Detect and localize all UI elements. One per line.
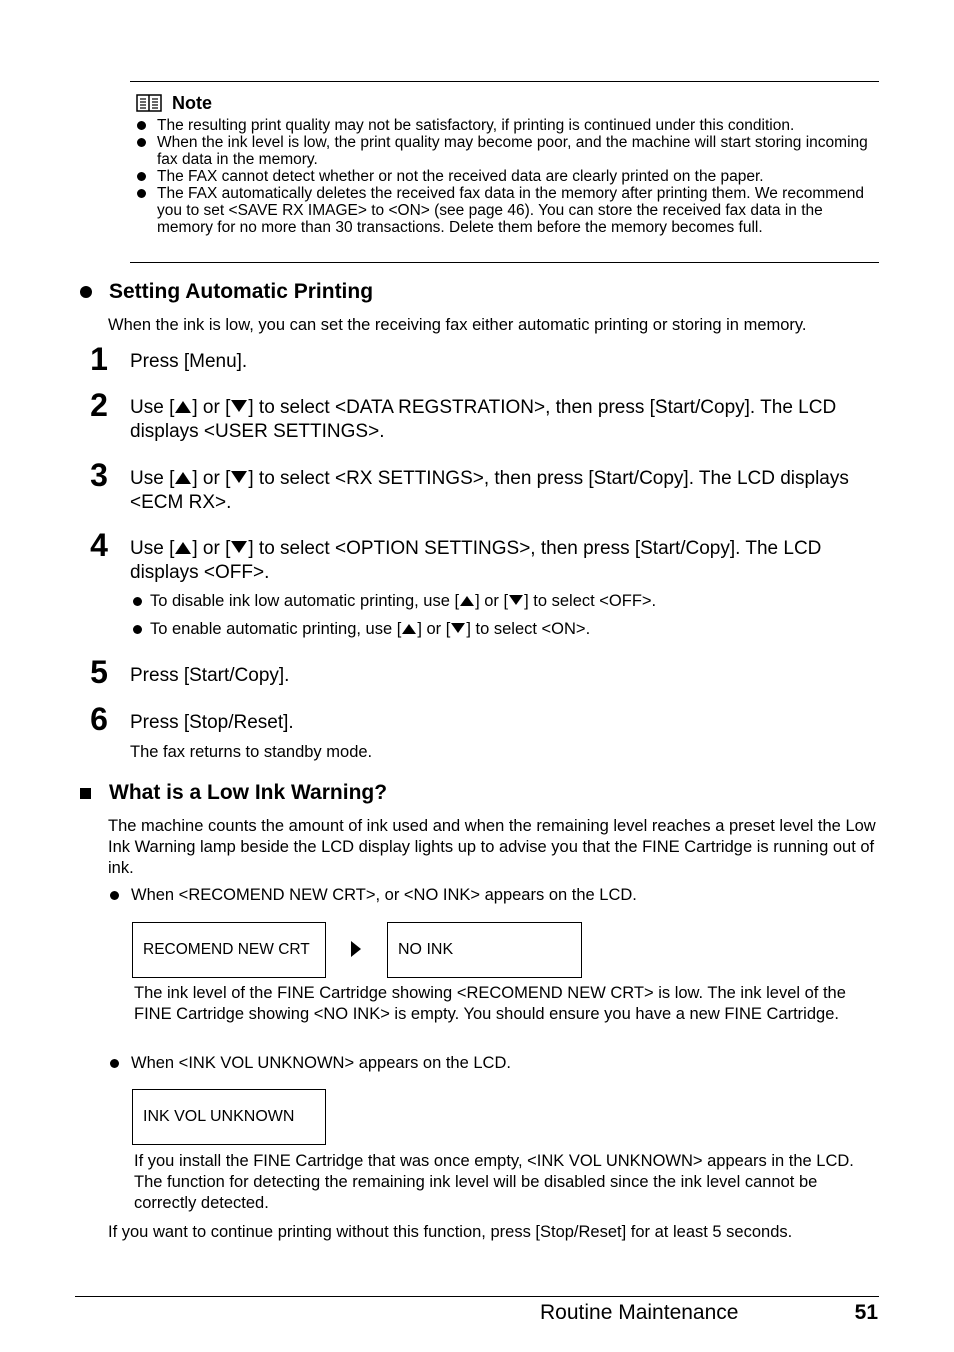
note-bottom-rule: [130, 262, 879, 263]
step-number: 6: [90, 701, 108, 737]
step-number: 2: [90, 387, 108, 423]
closing-text: If you want to continue printing without this function, press [Stop/Reset] for at least 5 seconds.: [108, 1223, 793, 1241]
bullet-icon: [133, 625, 142, 634]
section-intro: When the ink is low, you can set the receiving fax either automatic printing or storing in memory.: [108, 316, 807, 334]
condition-bullet: When <INK VOL UNKNOWN> appears on the LCD.: [110, 1054, 511, 1073]
step-text: Press [Stop/Reset].: [130, 712, 294, 733]
down-arrow-icon: [231, 471, 247, 483]
square-bullet-icon: [80, 788, 91, 799]
step-sub-bullet: To enable automatic printing, use [ ] or [ ] to select <ON>.: [133, 620, 590, 639]
bullet-icon: [110, 1059, 119, 1068]
note-title: Note: [172, 92, 212, 113]
note-list: [136, 117, 878, 236]
step-number: 3: [90, 457, 108, 493]
note-header: [136, 92, 212, 114]
bullet-icon: [133, 597, 142, 606]
lcd-description: If you install the FINE Cartridge that was once empty, <INK VOL UNKNOWN> appears in the LCD. The function for detecting the remaining ink level will be disabled since the ink level cannot be correctly detected.: [134, 1152, 854, 1212]
down-arrow-icon: [231, 400, 247, 412]
down-arrow-icon: [231, 541, 247, 553]
note-top-rule: [130, 81, 879, 82]
section-heading-low-ink-warning: [77, 781, 387, 805]
up-arrow-icon: [175, 401, 191, 413]
lcd-display-recomend-new-crt: RECOMEND NEW CRT: [132, 922, 326, 978]
step-sub-bullet: To disable ink low automatic printing, use [ ] or [ ] to select <OFF>.: [133, 592, 656, 611]
step-text: Press [Start/Copy].: [130, 665, 290, 686]
note-item: When the ink level is low, the print quality may become poor, and the machine will start storing incoming fax data in the memory.: [136, 134, 878, 168]
up-arrow-icon: [460, 596, 474, 606]
lcd-display-ink-vol-unknown: INK VOL UNKNOWN: [132, 1089, 326, 1145]
down-arrow-icon: [451, 623, 465, 633]
arrow-right-icon: [351, 941, 361, 957]
up-arrow-icon: [402, 624, 416, 634]
footer-rule: [75, 1296, 879, 1297]
section-heading-automatic-printing: [77, 280, 373, 304]
note-item: The resulting print quality may not be satisfactory, if printing is continued under this condition.: [136, 117, 878, 134]
note-item: The FAX automatically deletes the received fax data in the memory after printing them. We recommend you to set <SAVE RX IMAGE> to <ON> (see page 46). You can store the received fax data in the memory for no more than 30 transactions. Delete them before the memory becomes full.: [136, 185, 878, 236]
section-intro: The machine counts the amount of ink used and when the remaining level reaches a preset level the Low Ink Warning lamp beside the LCD display lights up to advise you that the FINE Cartridge is running out of ink.: [108, 817, 876, 877]
condition-bullet: When <RECOMEND NEW CRT>, or <NO INK> appears on the LCD.: [110, 886, 637, 905]
up-arrow-icon: [175, 472, 191, 484]
bullet-icon: [110, 891, 119, 900]
step-number: 5: [90, 654, 108, 690]
page-number: 51: [854, 1301, 878, 1324]
lcd-display-no-ink: NO INK: [387, 922, 582, 978]
bullet-icon: [80, 286, 92, 298]
book-icon: [136, 94, 162, 112]
step-text: Press [Menu].: [130, 351, 248, 372]
step-number: 4: [90, 527, 108, 563]
step-text: Use [ ] or [ ] to select <RX SETTINGS>, then press [Start/Copy]. The LCD displays <ECM RX>.: [130, 468, 849, 513]
step-result: The fax returns to standby mode.: [130, 743, 373, 761]
down-arrow-icon: [509, 595, 523, 605]
footer-section-title: Routine Maintenance: [540, 1301, 739, 1324]
section-heading-text: Setting Automatic Printing: [109, 280, 374, 303]
lcd-description: The ink level of the FINE Cartridge showing <RECOMEND NEW CRT> is low. The ink level of the FINE Cartridge showing <NO INK> is empty. You should ensure you have a new FINE Cartridge.: [134, 984, 846, 1023]
step-number: 1: [90, 341, 108, 377]
step-text: Use [ ] or [ ] to select <OPTION SETTINGS>, then press [Start/Copy]. The LCD displays <OFF>.: [130, 538, 822, 583]
section-heading-text: What is a Low Ink Warning?: [109, 781, 388, 804]
note-item: The FAX cannot detect whether or not the received data are clearly printed on the paper.: [136, 168, 878, 185]
step-text: Use [ ] or [ ] to select <DATA REGSTRATION>, then press [Start/Copy]. The LCD displays <USER SETTINGS>.: [130, 397, 837, 442]
up-arrow-icon: [175, 542, 191, 554]
